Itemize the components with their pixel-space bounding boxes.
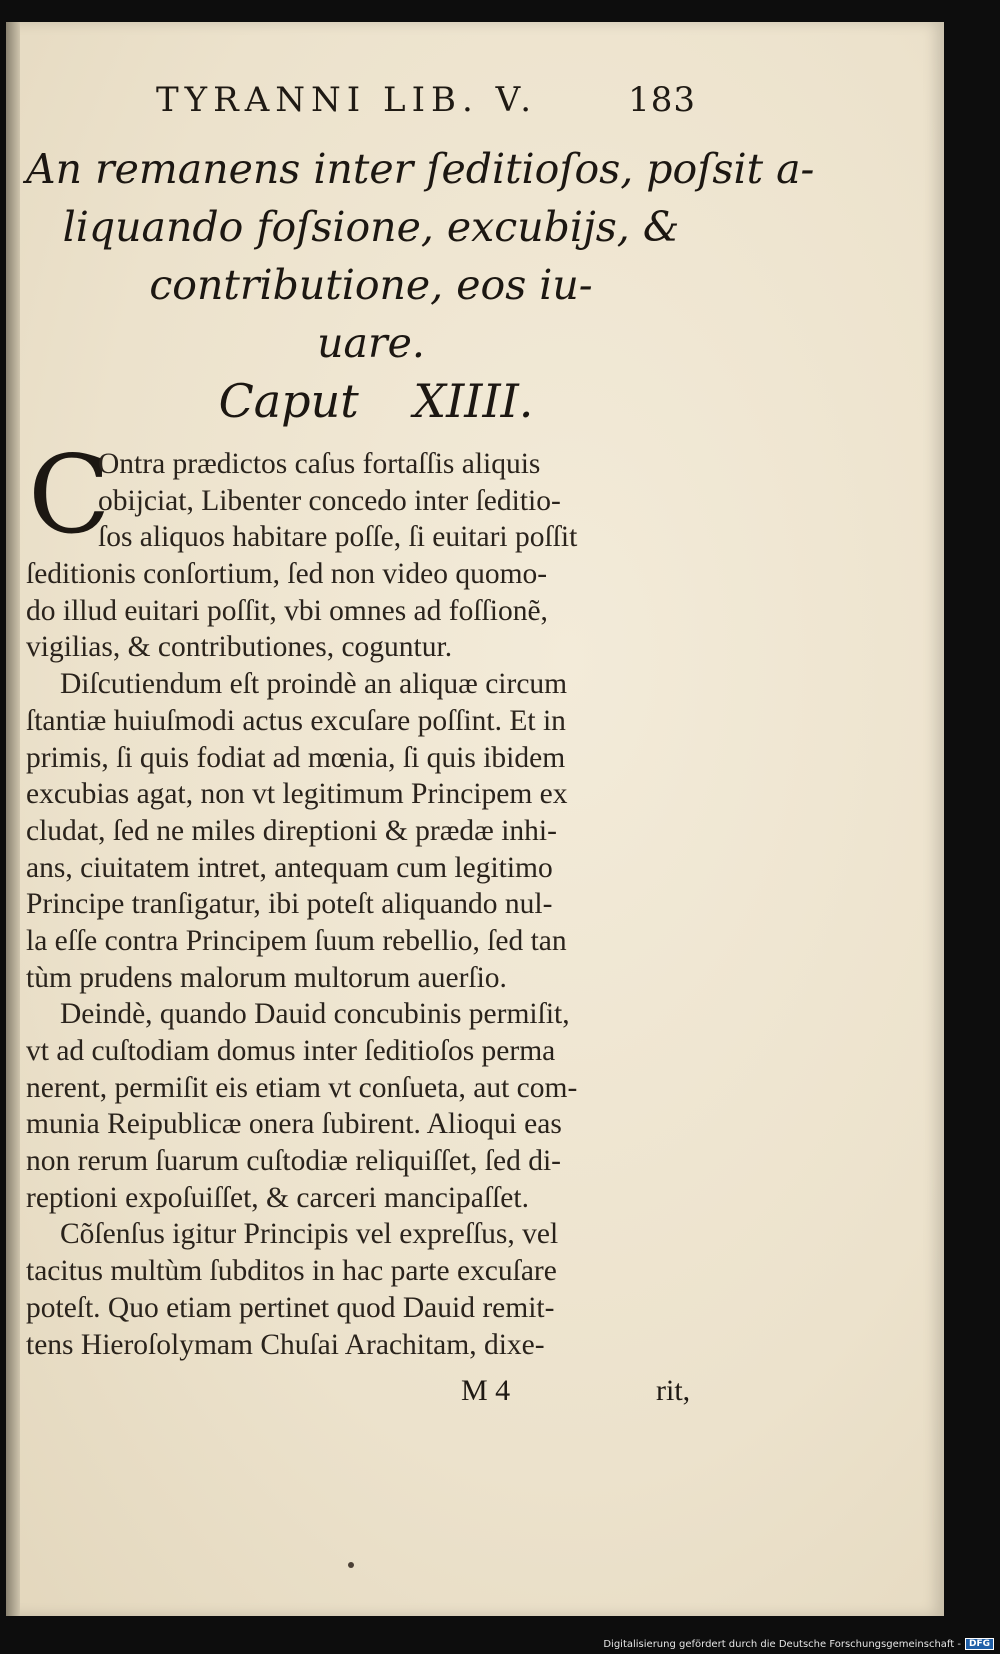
signature-mark: M 4 — [461, 1374, 511, 1407]
text-line: ſeditionis conſortium, ſed non video quomo- — [26, 558, 548, 591]
drop-cap: C — [28, 433, 111, 558]
chapter-title-line: uare. — [317, 319, 425, 367]
text-line: do illud euitari poſſit, vbi omnes ad foſſionẽ, — [26, 594, 548, 627]
running-head — [156, 80, 696, 120]
text-line: nerent, permiſit eis etiam vt conſueta, aut com- — [26, 1071, 578, 1104]
text-line: Cõſenſus igitur Principis vel expreſſus, vel — [60, 1218, 559, 1251]
chapter-title — [26, 140, 815, 372]
chapter-title-line: contributione, eos iu- — [149, 261, 593, 309]
folio-number: 183 — [628, 80, 696, 120]
caput-word: Caput — [218, 374, 359, 428]
text-line: tens Hieroſolymam Chuſai Arachitam, dixe- — [26, 1328, 545, 1361]
text-line: tacitus multùm ſubditos in hac parte excuſare — [26, 1255, 557, 1288]
caput-numeral: XIIII. — [413, 374, 534, 428]
text-line: primis, ſi quis fodiat ad mœnia, ſi quis ibidem — [26, 741, 566, 774]
chapter-title-line: liquando foſsione, excubijs, & — [62, 203, 680, 251]
text-line: vigilias, & contributiones, coguntur. — [26, 631, 453, 664]
text-line: Diſcutiendum eſt proindè an aliquæ circum — [60, 668, 568, 701]
text-line: ſtantiæ huiuſmodi actus excuſare poſſint. Et in — [26, 704, 566, 737]
text-line: obijciat, Libenter concedo inter ſeditio- — [98, 484, 561, 517]
text-line: vt ad cuſtodiam domus inter ſeditioſos perma — [26, 1035, 556, 1067]
text-line: ans, ciuitatem intret, antequam cum legitimo — [26, 851, 553, 884]
text-line: tùm prudens malorum multorum auerſio. — [26, 961, 507, 994]
chapter-heading — [36, 374, 716, 428]
chapter-title-line: An remanens inter ſeditioſos, poſsit a- — [26, 145, 815, 193]
text-line: non rerum ſuarum cuſtodiæ reliquiſſet, ſed di- — [26, 1145, 561, 1178]
text-line: Ontra prædictos caſus fortaſſis aliquis — [98, 448, 541, 480]
footer-text: Digitalisierung gefördert durch die Deutsche Forschungsgemeinschaft - — [603, 1638, 961, 1650]
dfg-logo: DFG — [965, 1638, 994, 1650]
text-line: poteſt. Quo etiam pertinet quod Dauid remit- — [26, 1291, 555, 1324]
digitization-footer — [603, 1638, 994, 1650]
text-line: Principe tranſigatur, ibi poteſt aliquando nul- — [26, 888, 553, 921]
ink-dot — [348, 1562, 354, 1568]
running-head-title: TYRANNI LIB. V. — [156, 80, 538, 120]
text-line: munia Reipublicæ onera ſubirent. Alioqui eas — [26, 1108, 562, 1141]
catchword: rit, — [656, 1374, 691, 1407]
text-line: ſos aliquos habitare poſſe, ſi euitari poſſit — [98, 521, 578, 554]
page-gutter — [6, 22, 20, 1616]
text-line: excubias agat, non vt legitimum Principem ex — [26, 778, 568, 811]
text-line: reptioni expoſuiſſet, & carceri mancipaſſet. — [26, 1181, 529, 1214]
text-line: Deindè, quando Dauid concubinis permiſit, — [60, 998, 570, 1031]
body-text — [26, 433, 726, 1363]
text-line: cludat, ſed ne miles direptioni & prædæ inhi- — [26, 814, 557, 847]
text-line: la eſſe contra Principem ſuum rebellio, ſed tan — [26, 924, 567, 957]
book-page — [6, 22, 944, 1616]
